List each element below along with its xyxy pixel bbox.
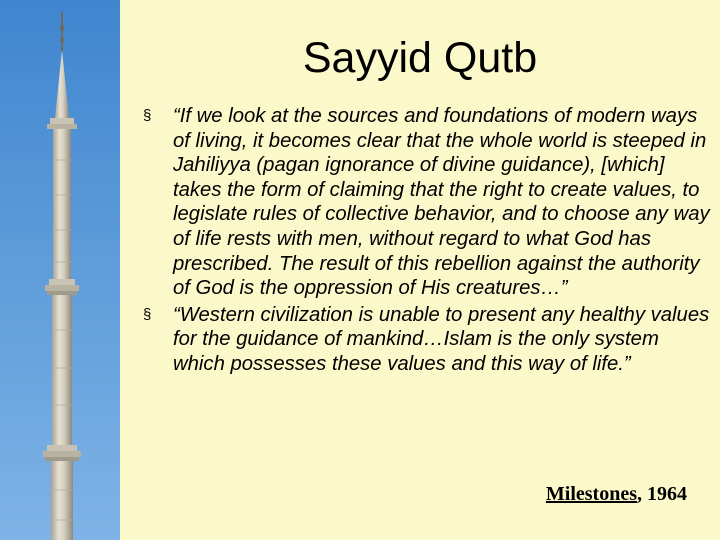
quote-text: “Western civilization is unable to present any healthy values for the guidance of mankind…Islam is the only system which possesses these values and this way of life.” <box>173 303 710 375</box>
slide-title: Sayyid Qutb <box>302 34 538 82</box>
bullet-marker-icon: § <box>143 107 152 124</box>
source-citation <box>546 482 687 506</box>
quote-bullet-jahiliyya <box>143 104 715 301</box>
quote-bullet-western-civilization <box>143 303 715 377</box>
quote-list <box>143 104 715 379</box>
quote-text: “If we look at the sources and foundations of modern ways of living, it becomes clear that the whole world is steeped in Jahiliyya (pagan ignorance of divine guidance), [which] takes the form of claiming that the right to create values, to legislate rules of collective behavior, and to choose any way of life rests with men, without regard to what God has prescribed. The result of this rebellion against the authority of God is the oppression of His creatures…” <box>173 105 710 300</box>
citation-separator: , <box>637 483 642 505</box>
citation-year: 1964 <box>647 483 687 505</box>
minaret-photo <box>0 0 120 540</box>
citation-book-title: Milestones <box>545 483 637 505</box>
bullet-marker-icon: § <box>143 305 152 323</box>
